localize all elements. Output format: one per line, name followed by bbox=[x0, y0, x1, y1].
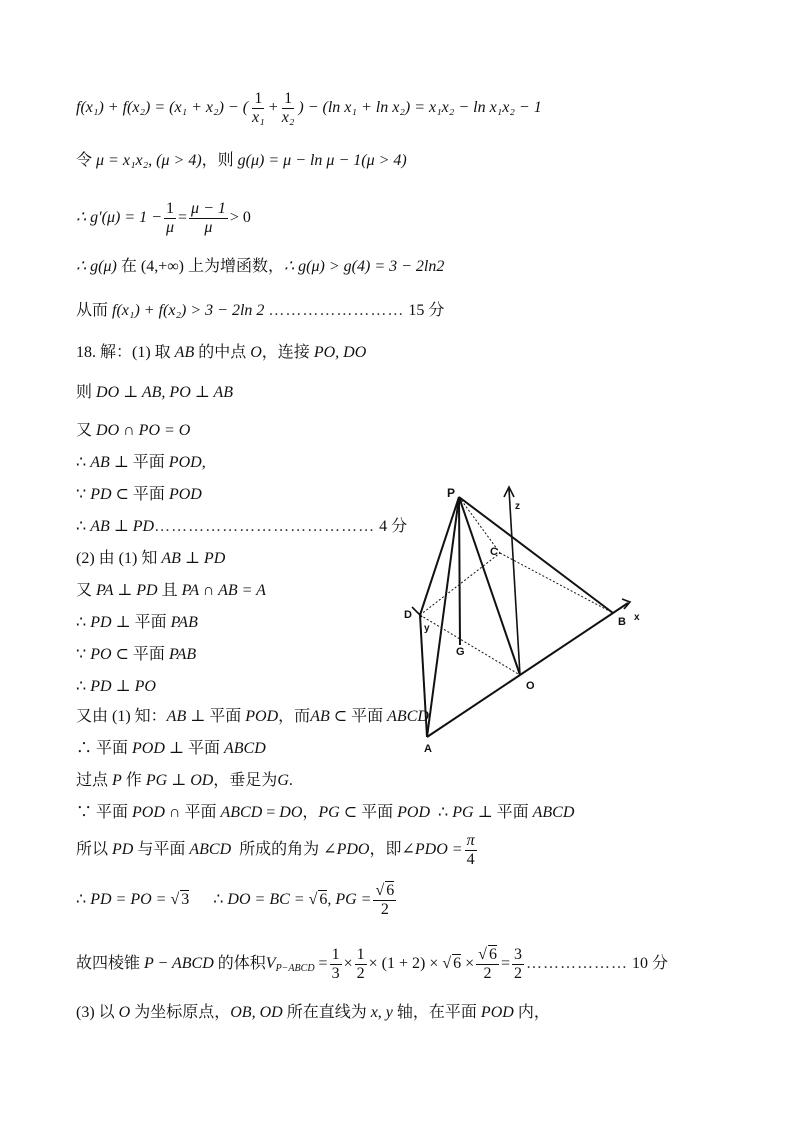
eq1-lhs: f(x₁) + f(x₂) = (x₁ + x₂) − ( bbox=[76, 99, 249, 117]
label-P: P bbox=[447, 486, 456, 500]
label-y: y bbox=[424, 623, 430, 634]
fraction-mu-minus-1-over-mu: $\frac{\mu - 1}{\mu}$ bbox=[191, 200, 226, 236]
step-line-23-volume: 故四棱锥 P − ABCD 的体积$V_{P-ABCD}$ = $\frac{1}{3}$ × $\frac{1}{2}$ × (1 + 2) × √ 6 × $\frac{√ 6}{2}$ = $\frac{3}{2}$ ……………… 10 分 bbox=[76, 946, 668, 982]
label-C: C bbox=[490, 546, 498, 558]
fraction-pi-over-4: $\frac{\pi}{4}$ bbox=[466, 832, 475, 868]
step-line-20: ∵ 平面 POD ∩ 平面 ABCD = DO，PG ⊂ 平面 POD ∴ PG ⊥ 平面 ABCD bbox=[76, 804, 575, 821]
label-A: A bbox=[424, 743, 432, 755]
step-line-18: ∴ 平面 POD ⊥ 平面 ABCD bbox=[76, 740, 266, 757]
step-line-10: ∵ PD ⊂ 平面 POD bbox=[76, 486, 202, 503]
step-line-15: ∵ PO ⊂ 平面 PAB bbox=[76, 646, 197, 663]
edge-PG bbox=[459, 497, 460, 645]
label-x: x bbox=[634, 612, 640, 623]
step-line-9: ∴ AB ⊥ 平面 POD, bbox=[76, 454, 206, 471]
step-line-12: (2) 由 (1) 知 AB ⊥ PD bbox=[76, 550, 226, 567]
label-O: O bbox=[526, 680, 535, 692]
fraction-1-over-mu: $\frac{1}{\mu}$ bbox=[165, 200, 174, 236]
edge-PB bbox=[459, 497, 613, 613]
score-4: 4 分 bbox=[379, 518, 408, 535]
eq1-rhs: ) − (ln x₁ + ln x₂) = x₁x₂ − ln x₁x₂ − 1 bbox=[298, 99, 542, 117]
label-z: z bbox=[515, 501, 520, 512]
equation-line-5: 从而 f(x₁) + f(x₂) > 3 − 2ln 2 …………………… 15 分 bbox=[76, 302, 445, 319]
edge-AB bbox=[427, 603, 628, 737]
step-line-17: 又由 (1) 知：AB ⊥ 平面 POD，而AB ⊂ 平面 ABCD bbox=[76, 708, 429, 725]
step-line-14: ∴ PD ⊥ 平面 PAB bbox=[76, 614, 198, 631]
equation-line-2: 令 μ = x₁x₂, (μ > 4)，则 g(μ) = μ − ln μ − 1(μ > 4) bbox=[76, 152, 407, 169]
equation-line-1: f(x₁) + f(x₂) = (x₁ + x₂) − ( $\frac{1}{\text{x₁}}$ + $\frac{1}{\text{x₂}}$ ) − (ln x₁ + ln x₂) = x₁x₂ − ln x₁x₂ − 1 bbox=[76, 90, 542, 126]
solution-18-heading: 18. 解：(1) 取 AB 的中点 O，连接 PO, DO bbox=[76, 344, 367, 361]
equation-line-3: ∴ g′(μ) = 1 − $\frac{1}{\mu}$ = $\frac{\mu - 1}{\mu}$ > 0 bbox=[76, 200, 251, 236]
label-G: G bbox=[456, 646, 465, 658]
step-line-7: 则 DO ⊥ AB, PO ⊥ AB bbox=[76, 384, 234, 401]
label-B: B bbox=[618, 616, 626, 628]
step-line-22: ∴ PD = PO = √ 3 ∴ DO = BC = √ 6, PG = $\frac{√ 6}{2}$ bbox=[76, 882, 395, 918]
label-D: D bbox=[404, 609, 412, 621]
edge-PA bbox=[427, 497, 459, 737]
step-line-16: ∴ PD ⊥ PO bbox=[76, 678, 156, 695]
equation-line-4: ∴ g(μ) 在 (4,+∞) 上为增函数，∴ g(μ) > g(4) = 3 − 2ln2 bbox=[76, 258, 445, 275]
edge-PC bbox=[459, 497, 500, 553]
segment-DO bbox=[420, 615, 520, 675]
score-10: 10 分 bbox=[631, 955, 668, 973]
fraction-1-over-x1: $\frac{1}{\text{x₁}}$ bbox=[252, 90, 265, 126]
edge-CB bbox=[500, 553, 613, 613]
score-15: 15 分 bbox=[408, 302, 445, 319]
pyramid-figure bbox=[400, 475, 670, 765]
step-line-11: ∴ AB ⊥ PD………………………………… 4 分 bbox=[76, 518, 408, 535]
fraction-sqrt6-over-2: $\frac{√ 6}{2}$ bbox=[375, 882, 395, 918]
edge-PD bbox=[420, 497, 459, 615]
step-line-21: 所以 PD 与平面 ABCD 所成的角为 ∠PDO，即∠PDO = $\frac{\pi}{4}$ bbox=[76, 832, 475, 868]
step-line-24: (3) 以 O 为坐标原点，OB, OD 所在直线为 x, y 轴，在平面 POD 内， bbox=[76, 1004, 550, 1021]
step-line-19: 过点 P 作 PG ⊥ OD，垂足为G. bbox=[76, 772, 293, 789]
step-line-8: 又 DO ∩ PO = O bbox=[76, 422, 191, 439]
fraction-1-over-x2: $\frac{1}{\text{x₂}}$ bbox=[281, 90, 295, 126]
step-line-13: 又 PA ⊥ PD 且 PA ∩ AB = A bbox=[76, 582, 266, 599]
